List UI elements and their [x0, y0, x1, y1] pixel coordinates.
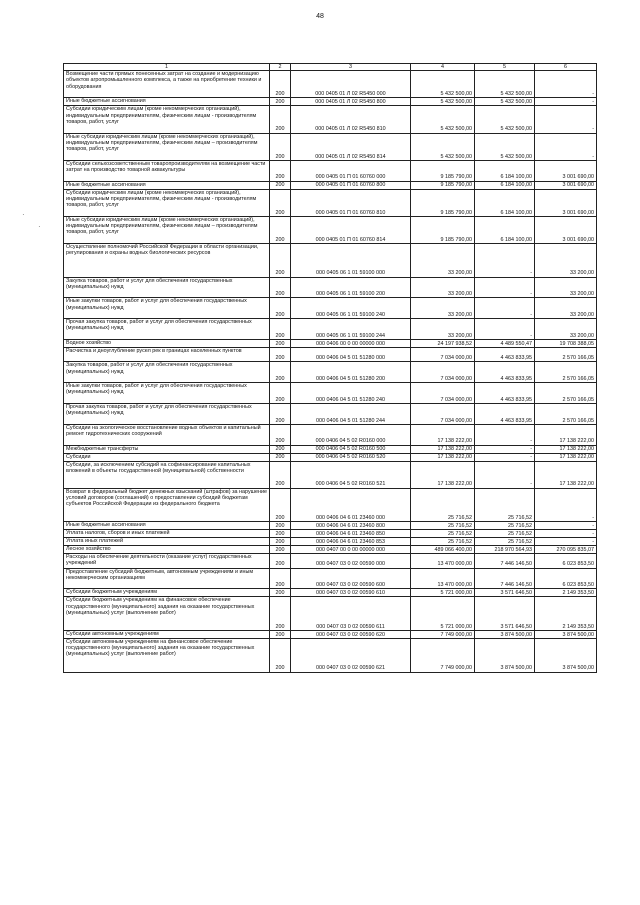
table-row	[64, 362, 597, 383]
row-executed: 5 432 500,00	[475, 71, 535, 98]
row-executed: 3 571 646,50	[475, 597, 535, 631]
row-name: Иные субсидии юридическим лицам (кроме некоммерческих организаций), индивидуальным предпринимателям, физическим лицам – производителям товаров, работ, услуг	[64, 133, 270, 160]
row-unexecuted: 19 708 388,05	[535, 339, 597, 347]
row-executed: 4 489 550,47	[475, 339, 535, 347]
row-budget-code: 000 0405 01 Л 02 R5450 000	[291, 71, 411, 98]
row-name: Прочая закупка товаров, работ и услуг для обеспечения государственных (муниципальных) нужд	[64, 319, 270, 340]
table-row	[64, 403, 597, 424]
row-approved: 9 185 790,00	[411, 189, 475, 216]
row-line-code: 200	[270, 277, 291, 298]
row-approved: 7 034 000,00	[411, 383, 475, 404]
row-budget-code: 000 0406 04 6 01 23460 000	[291, 488, 411, 522]
row-approved: 24 197 938,52	[411, 339, 475, 347]
row-approved: 5 432 500,00	[411, 133, 475, 160]
row-executed: 5 432 500,00	[475, 133, 535, 160]
table-row	[64, 597, 597, 631]
row-budget-code: 000 0406 00 0 00 00000 000	[291, 339, 411, 347]
row-approved: 5 432 500,00	[411, 98, 475, 106]
row-approved: 5 721 000,00	[411, 597, 475, 631]
table-row	[64, 461, 597, 488]
table-row	[64, 488, 597, 522]
row-name: Субсидии автономным учреждениям на финансовое обеспечение государственного (муниципального) задания на оказание государственных (муниципальных) услуг (выполнение работ)	[64, 639, 270, 673]
row-unexecuted: 2 570 166,05	[535, 383, 597, 404]
row-name: Межбюджетные трансферты	[64, 445, 270, 453]
row-budget-code: 000 0405 01 П 01 60760 810	[291, 189, 411, 216]
row-unexecuted: 33 200,00	[535, 319, 597, 340]
row-executed: 25 716,52	[475, 538, 535, 546]
row-line-code: 200	[270, 453, 291, 461]
row-line-code: 200	[270, 216, 291, 243]
table-row	[64, 424, 597, 445]
row-name: Субсидии	[64, 453, 270, 461]
margin-mark: ·	[38, 222, 41, 231]
row-name: Водное хозяйство	[64, 339, 270, 347]
row-executed: 3 571 646,50	[475, 589, 535, 597]
column-header: 2	[270, 64, 291, 71]
table-header-row	[64, 64, 597, 71]
row-executed: 3 874 500,00	[475, 631, 535, 639]
row-line-code: 200	[270, 362, 291, 383]
column-header: 3	[291, 64, 411, 71]
row-unexecuted: 33 200,00	[535, 243, 597, 277]
row-executed: 25 716,52	[475, 530, 535, 538]
row-budget-code: 000 0407 03 0 02 00590 610	[291, 589, 411, 597]
row-line-code: 200	[270, 403, 291, 424]
row-line-code: 200	[270, 445, 291, 453]
row-unexecuted: -	[535, 98, 597, 106]
row-budget-code: 000 0407 03 0 02 00590 000	[291, 554, 411, 568]
row-unexecuted: 270 095 835,07	[535, 546, 597, 554]
row-name: Расходы на обеспечение деятельности (оказание услуг) государственных учреждений	[64, 554, 270, 568]
table-row	[64, 160, 597, 181]
row-name: Субсидии автономным учреждениям	[64, 631, 270, 639]
row-name: Расчистка и дноуглубление русел рек в границах населенных пунктов	[64, 347, 270, 361]
row-name: Осуществление полномочий Российской Федерации в области организации, регулирования и охраны водных биологических ресурсов	[64, 243, 270, 277]
row-unexecuted: 3 001 690,00	[535, 181, 597, 189]
row-budget-code: 000 0406 04 5 01 51280 000	[291, 347, 411, 361]
row-line-code: 200	[270, 568, 291, 589]
table-row	[64, 589, 597, 597]
column-header: 1	[64, 64, 270, 71]
row-unexecuted: 33 200,00	[535, 298, 597, 319]
row-budget-code: 000 0407 03 0 02 00590 600	[291, 568, 411, 589]
row-name: Иные бюджетные ассигнования	[64, 522, 270, 530]
row-approved: 33 200,00	[411, 319, 475, 340]
row-line-code: 200	[270, 546, 291, 554]
table-row	[64, 538, 597, 546]
row-line-code: 200	[270, 189, 291, 216]
row-executed: 5 432 500,00	[475, 98, 535, 106]
row-name: Субсидии бюджетным учреждениям	[64, 589, 270, 597]
row-executed: 6 184 100,00	[475, 189, 535, 216]
table-row	[64, 98, 597, 106]
row-budget-code: 000 0405 01 Л 02 R5450 800	[291, 98, 411, 106]
row-budget-code: 000 0406 04 5 02 R0160 000	[291, 424, 411, 445]
row-approved: 13 470 000,00	[411, 568, 475, 589]
row-line-code: 200	[270, 538, 291, 546]
row-line-code: 200	[270, 554, 291, 568]
row-budget-code: 000 0405 06 1 01 59100 244	[291, 319, 411, 340]
row-name: Прочая закупка товаров, работ и услуг для обеспечения государственных (муниципальных) нужд	[64, 403, 270, 424]
table-row	[64, 530, 597, 538]
row-unexecuted: 17 138 222,00	[535, 445, 597, 453]
row-budget-code: 000 0406 04 5 02 R0160 521	[291, 461, 411, 488]
table-row	[64, 189, 597, 216]
row-unexecuted: 3 874 500,00	[535, 639, 597, 673]
table-row	[64, 453, 597, 461]
row-approved: 9 185 790,00	[411, 181, 475, 189]
row-unexecuted: 33 200,00	[535, 277, 597, 298]
row-line-code: 200	[270, 298, 291, 319]
row-budget-code: 000 0407 03 0 02 00590 620	[291, 631, 411, 639]
row-budget-code: 000 0407 03 0 02 00590 611	[291, 597, 411, 631]
row-unexecuted: 6 023 853,50	[535, 568, 597, 589]
row-unexecuted: -	[535, 488, 597, 522]
row-line-code: 200	[270, 461, 291, 488]
table-row	[64, 298, 597, 319]
row-unexecuted: 3 001 690,00	[535, 160, 597, 181]
row-budget-code: 000 0405 01 Л 02 R5450 814	[291, 133, 411, 160]
row-name: Иные закупки товаров, работ и услуг для обеспечения государственных (муниципальных) нужд	[64, 383, 270, 404]
row-unexecuted: 3 001 690,00	[535, 216, 597, 243]
row-unexecuted: -	[535, 522, 597, 530]
row-approved: 7 749 000,00	[411, 631, 475, 639]
row-unexecuted: 2 149 353,50	[535, 597, 597, 631]
row-approved: 13 470 000,00	[411, 554, 475, 568]
row-name: Уплата иных платежей	[64, 538, 270, 546]
row-line-code: 200	[270, 631, 291, 639]
row-unexecuted: -	[535, 106, 597, 133]
row-approved: 7 034 000,00	[411, 403, 475, 424]
row-line-code: 200	[270, 488, 291, 522]
row-approved: 7 034 000,00	[411, 362, 475, 383]
table-row	[64, 319, 597, 340]
row-executed: 25 716,52	[475, 488, 535, 522]
row-budget-code: 000 0405 01 П 01 60760 800	[291, 181, 411, 189]
row-unexecuted: 2 570 166,05	[535, 362, 597, 383]
row-executed: 4 463 833,95	[475, 383, 535, 404]
row-line-code: 200	[270, 597, 291, 631]
row-unexecuted: -	[535, 133, 597, 160]
table-row	[64, 243, 597, 277]
row-line-code: 200	[270, 347, 291, 361]
table-row	[64, 339, 597, 347]
row-approved: 5 432 500,00	[411, 106, 475, 133]
budget-table	[63, 63, 597, 673]
row-line-code: 200	[270, 522, 291, 530]
row-approved: 33 200,00	[411, 243, 475, 277]
row-approved: 7 749 000,00	[411, 639, 475, 673]
row-name: Субсидии на экологическое восстановление водных объектов и капитальный ремонт гидротехнических сооружений	[64, 424, 270, 445]
row-line-code: 200	[270, 133, 291, 160]
table-row	[64, 554, 597, 568]
row-line-code: 200	[270, 589, 291, 597]
row-unexecuted: 3 874 500,00	[535, 631, 597, 639]
row-approved: 7 034 000,00	[411, 347, 475, 361]
row-executed: -	[475, 453, 535, 461]
table-row	[64, 639, 597, 673]
row-executed: 5 432 500,00	[475, 106, 535, 133]
row-budget-code: 000 0405 06 1 01 59100 200	[291, 277, 411, 298]
row-budget-code: 000 0406 04 6 01 23460 850	[291, 530, 411, 538]
row-unexecuted: -	[535, 538, 597, 546]
row-name: Субсидии юридическим лицам (кроме некоммерческих организаций), индивидуальным предпринимателям, физическим лицам - производителям товаров, работ, услуг	[64, 189, 270, 216]
row-executed: -	[475, 445, 535, 453]
row-approved: 33 200,00	[411, 298, 475, 319]
row-budget-code: 000 0406 04 5 01 51280 240	[291, 383, 411, 404]
row-line-code: 200	[270, 530, 291, 538]
row-budget-code: 000 0405 01 П 01 60760 814	[291, 216, 411, 243]
table-row	[64, 568, 597, 589]
row-budget-code: 000 0406 04 6 01 23460 853	[291, 538, 411, 546]
row-line-code: 200	[270, 319, 291, 340]
row-executed: 4 463 833,95	[475, 347, 535, 361]
row-line-code: 200	[270, 639, 291, 673]
row-approved: 25 716,52	[411, 538, 475, 546]
row-budget-code: 000 0405 01 Л 02 R5450 810	[291, 106, 411, 133]
row-approved: 5 721 000,00	[411, 589, 475, 597]
row-budget-code: 000 0406 04 5 01 51280 200	[291, 362, 411, 383]
table-row	[64, 216, 597, 243]
row-unexecuted: 2 570 166,05	[535, 403, 597, 424]
table-row	[64, 522, 597, 530]
row-budget-code: 000 0407 03 0 02 00590 621	[291, 639, 411, 673]
row-executed: -	[475, 243, 535, 277]
row-name: Закупка товаров, работ и услуг для обеспечения государственных (муниципальных) нужд	[64, 362, 270, 383]
row-approved: 25 716,52	[411, 488, 475, 522]
column-header: 5	[475, 64, 535, 71]
table-row	[64, 277, 597, 298]
table-row	[64, 181, 597, 189]
row-name: Субсидии бюджетным учреждениям на финансовое обеспечение государственного (муниципального) задания на оказание государственных (муниципальных) услуг (выполнение работ)	[64, 597, 270, 631]
row-name: Субсидии, за исключением субсидий на софинансирование капитальных вложений в объекты государственной (муниципальной) собственности	[64, 461, 270, 488]
row-approved: 25 716,52	[411, 530, 475, 538]
row-budget-code: 000 0406 04 5 02 R0160 520	[291, 453, 411, 461]
row-approved: 25 716,52	[411, 522, 475, 530]
row-unexecuted: 2 149 353,50	[535, 589, 597, 597]
row-approved: 17 138 222,00	[411, 461, 475, 488]
column-header: 6	[535, 64, 597, 71]
row-line-code: 200	[270, 339, 291, 347]
row-name: Иные бюджетные ассигнования	[64, 181, 270, 189]
row-approved: 17 138 222,00	[411, 445, 475, 453]
row-executed: -	[475, 424, 535, 445]
row-executed: 6 184 100,00	[475, 160, 535, 181]
row-name: Предоставление субсидий бюджетным, автономным учреждениям и иным некоммерческим организациям	[64, 568, 270, 589]
row-approved: 9 185 790,00	[411, 216, 475, 243]
row-name: Возврат в федеральный бюджет денежных взысканий (штрафов) за нарушение условий договоров (соглашений) о предоставлении субсидий бюджетам субъектов Российской Федерации из федерального бюджета	[64, 488, 270, 522]
margin-mark: ·	[22, 210, 25, 219]
row-name: Лесное хозяйство	[64, 546, 270, 554]
row-executed: 6 184 100,00	[475, 216, 535, 243]
row-unexecuted: 17 138 222,00	[535, 461, 597, 488]
row-name: Иные закупки товаров, работ и услуг для обеспечения государственных (муниципальных) нужд	[64, 298, 270, 319]
table-row	[64, 347, 597, 361]
row-unexecuted: -	[535, 71, 597, 98]
row-name: Субсидии сельхозсоветственным товаропроизводителям на возмещение части затрат на производство товарной аквакультуры	[64, 160, 270, 181]
row-unexecuted: 3 001 690,00	[535, 189, 597, 216]
table-row	[64, 71, 597, 98]
table-row	[64, 631, 597, 639]
row-executed: 4 463 833,95	[475, 403, 535, 424]
row-executed: 3 874 500,00	[475, 639, 535, 673]
row-budget-code: 000 0405 01 П 01 60760 000	[291, 160, 411, 181]
row-unexecuted: 17 138 222,00	[535, 453, 597, 461]
row-name: Иные бюджетные ассигнования	[64, 98, 270, 106]
row-line-code: 200	[270, 106, 291, 133]
row-name: Иные субсидии юридическим лицам (кроме некоммерческих организаций), индивидуальным предпринимателям, физическим лицам – производителям товаров, работ, услуг	[64, 216, 270, 243]
row-name: Возмещение части прямых понесенных затрат на создание и модернизацию объектов агропромышленного комплекса, а также на приобретение техники и оборудования	[64, 71, 270, 98]
row-name: Уплата налогов, сборов и иных платежей	[64, 530, 270, 538]
row-budget-code: 000 0405 06 1 01 59100 240	[291, 298, 411, 319]
row-approved: 489 066 400,00	[411, 546, 475, 554]
table-row	[64, 546, 597, 554]
row-executed: -	[475, 319, 535, 340]
table-row	[64, 106, 597, 133]
page-number: 48	[316, 13, 324, 20]
row-executed: 7 446 146,50	[475, 554, 535, 568]
row-executed: 7 446 146,50	[475, 568, 535, 589]
row-executed: 25 716,52	[475, 522, 535, 530]
row-line-code: 200	[270, 181, 291, 189]
row-line-code: 200	[270, 71, 291, 98]
row-budget-code: 000 0406 04 5 01 51280 244	[291, 403, 411, 424]
row-budget-code: 000 0406 04 5 02 R0160 500	[291, 445, 411, 453]
row-approved: 5 432 500,00	[411, 71, 475, 98]
table-row	[64, 133, 597, 160]
row-line-code: 200	[270, 383, 291, 404]
row-line-code: 200	[270, 160, 291, 181]
row-unexecuted: 2 570 166,05	[535, 347, 597, 361]
row-approved: 33 200,00	[411, 277, 475, 298]
table-row	[64, 383, 597, 404]
row-line-code: 200	[270, 98, 291, 106]
row-name: Закупка товаров, работ и услуг для обеспечения государственных (муниципальных) нужд	[64, 277, 270, 298]
row-budget-code: 000 0407 00 0 00 00000 000	[291, 546, 411, 554]
row-line-code: 200	[270, 243, 291, 277]
row-budget-code: 000 0406 04 6 01 23460 800	[291, 522, 411, 530]
row-executed: 4 463 833,95	[475, 362, 535, 383]
row-budget-code: 000 0405 06 1 01 59100 000	[291, 243, 411, 277]
row-line-code: 200	[270, 424, 291, 445]
row-executed: -	[475, 298, 535, 319]
row-executed: 6 184 100,00	[475, 181, 535, 189]
row-executed: -	[475, 277, 535, 298]
column-header: 4	[411, 64, 475, 71]
row-executed: 218 970 564,93	[475, 546, 535, 554]
row-approved: 9 185 790,00	[411, 160, 475, 181]
row-name: Субсидии юридическим лицам (кроме некоммерческих организаций), индивидуальным предпринимателям, физическим лицам - производителям товаров, работ, услуг	[64, 106, 270, 133]
table-row	[64, 445, 597, 453]
row-executed: -	[475, 461, 535, 488]
row-unexecuted: 17 138 222,00	[535, 424, 597, 445]
row-unexecuted: -	[535, 530, 597, 538]
row-approved: 17 138 222,00	[411, 424, 475, 445]
row-approved: 17 138 222,00	[411, 453, 475, 461]
row-unexecuted: 6 023 853,50	[535, 554, 597, 568]
